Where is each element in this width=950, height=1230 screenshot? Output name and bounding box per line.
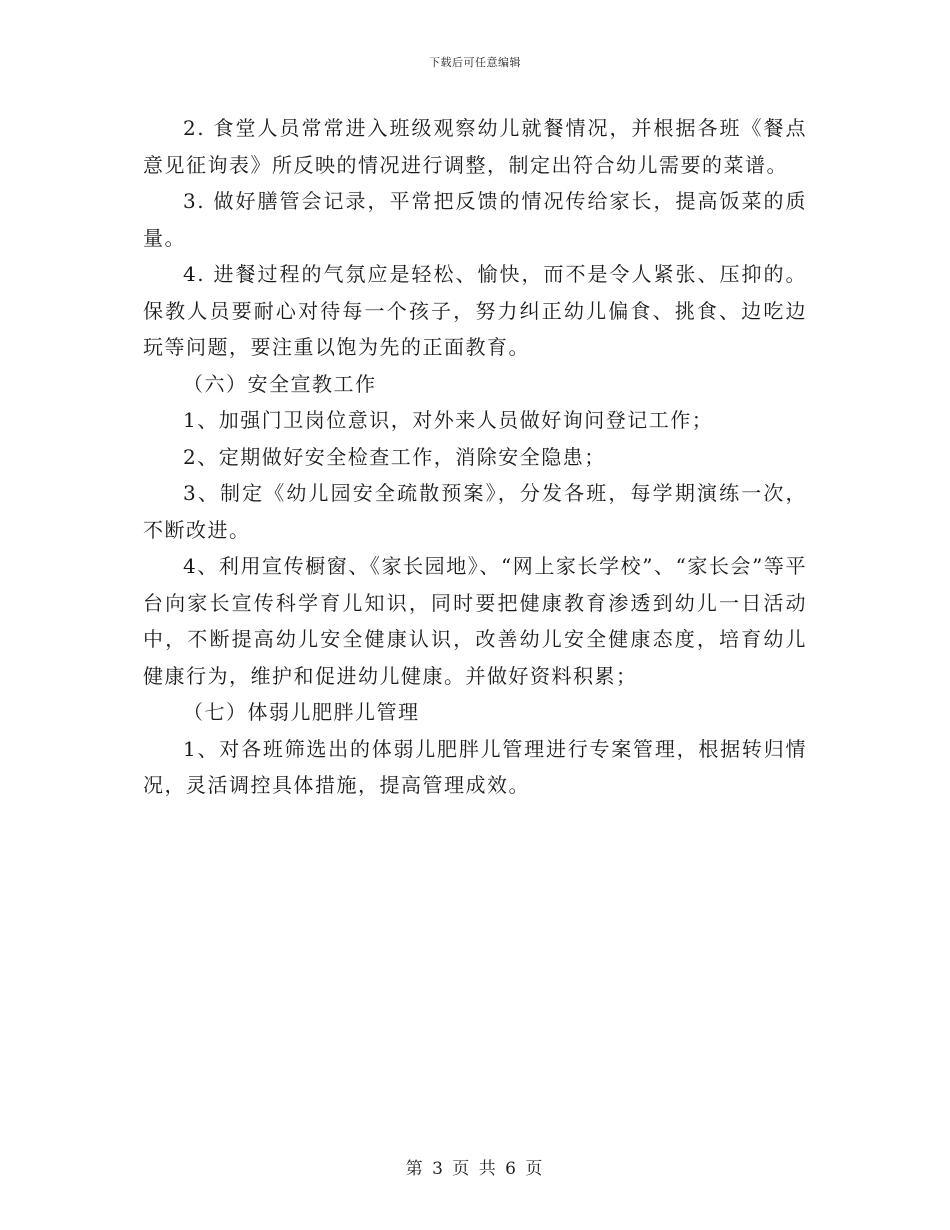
- page-footer-page-number: 第 3 页 共 6 页: [405, 1159, 545, 1179]
- section-heading-weak-obese-children: （七）体弱儿肥胖儿管理: [183, 700, 420, 724]
- paragraph-meal-atmosphere: 4. 进餐过程的气氛应是轻松、愉快，而不是令人紧张、压抑的。保教人员要耐心对待每一个孩子，努力纠正幼儿偏食、挑食、边吃边玩等问题，要注重以饱为先的正面教育。: [143, 262, 807, 359]
- page-header: 下载后可任意编辑: [429, 56, 521, 69]
- paragraph-canteen-observation: 2. 食堂人员常常进入班级观察幼儿就餐情况，并根据各班《餐点意见征询表》所反映的情况进行调整，制定出符合幼儿需要的菜谱。: [143, 116, 807, 177]
- section-heading-safety-education: （六）安全宣教工作: [183, 371, 377, 396]
- paragraph-gatekeeper: 1、加强门卫岗位意识，对外来人员做好询问登记工作；: [183, 408, 714, 432]
- paragraph-evacuation-plan: 3、制定《幼儿园安全疏散预案》，分发各班，每学期演练一次，不断改进。: [143, 481, 807, 542]
- paragraph-parent-education: 4、利用宣传橱窗、《家长园地》、“网上家长学校”、“家长会”等平台向家长宣传科学育儿知识，同时要把健康教育渗透到幼儿一日活动中，不断提高幼儿安全健康认识，改善幼儿安全健康态度，培育幼儿健康行为，维护和促进幼儿健康。并做好资料积累；: [143, 554, 807, 688]
- paragraph-safety-inspection: 2、定期做好安全检查工作，消除安全隐患；: [183, 444, 606, 469]
- paragraph-case-management: 1、对各班筛选出的体弱儿肥胖儿管理进行专案管理，根据转归情况，灵活调控具体措施，提高管理成效。: [143, 736, 807, 797]
- paragraph-meal-committee: 3. 做好膳管会记录，平常把反馈的情况传给家长，提高饭菜的质量。: [143, 189, 807, 250]
- document-body: [143, 110, 807, 804]
